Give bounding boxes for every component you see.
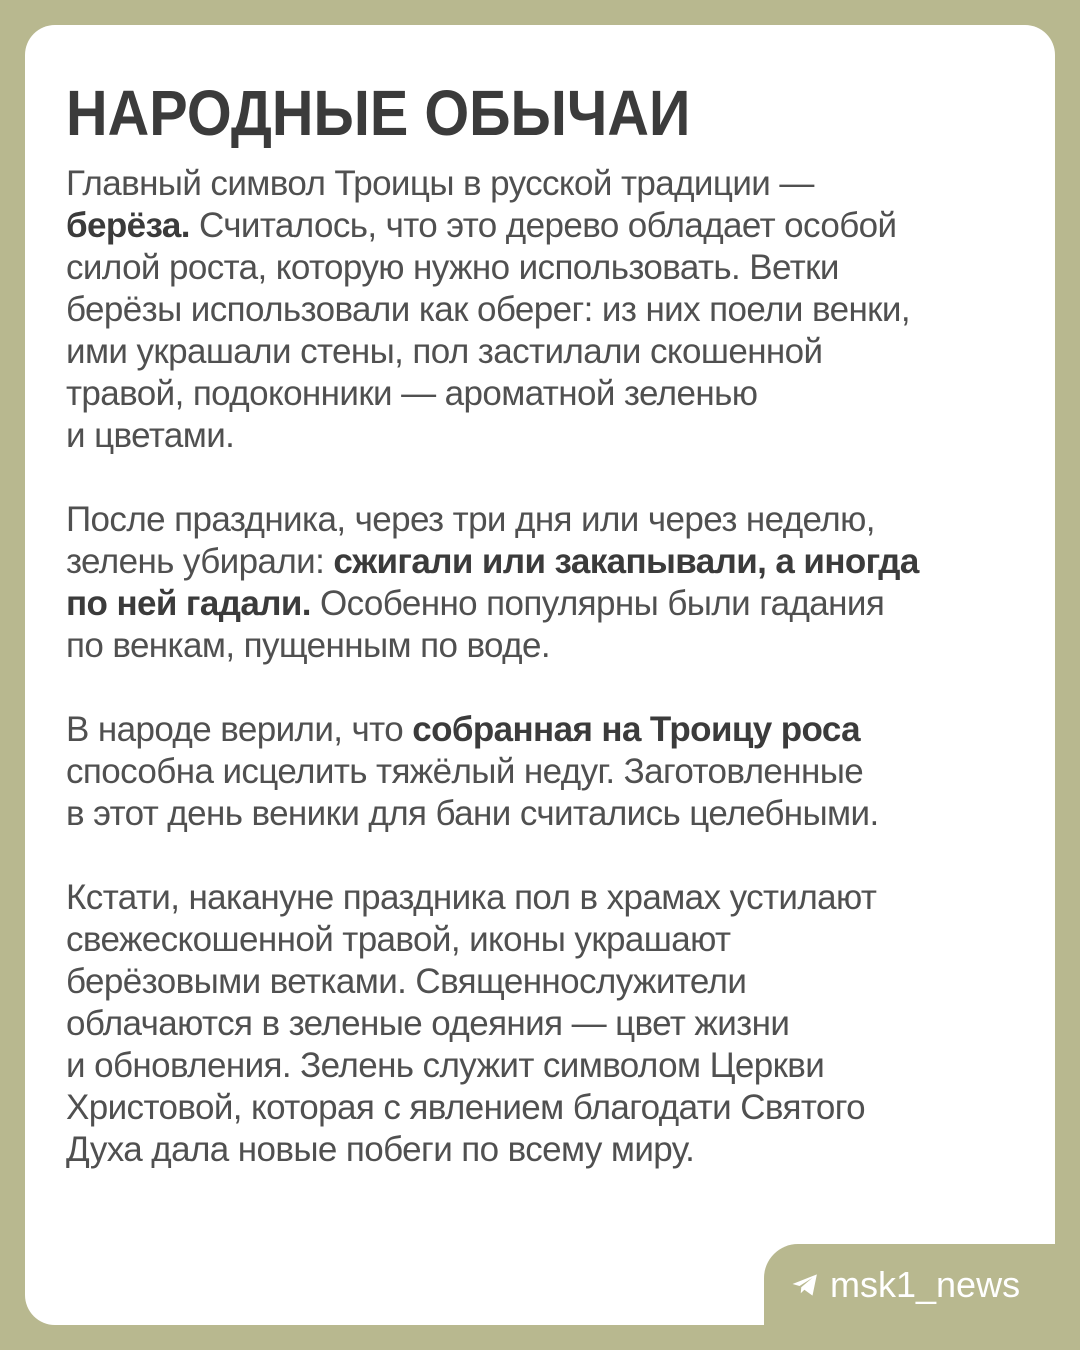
text-segment: зелень убирали: — [66, 542, 334, 581]
text-line — [66, 751, 1015, 793]
text-segment: травой, подоконники — ароматной зеленью — [66, 374, 758, 413]
channel-tag[interactable] — [766, 1246, 1020, 1324]
text-segment: способна исцелить тяжёлый недуг. Заготовленные — [66, 752, 864, 791]
text-segment: и обновления. Зелень служит символом Церкви — [66, 1046, 825, 1085]
paragraph — [66, 877, 1015, 1171]
text-segment: После праздника, через три дня или через неделю, — [66, 500, 875, 539]
bold-text: сжигали или закапывали, а иногда — [333, 542, 919, 581]
text-line — [66, 163, 1015, 205]
telegram-icon — [790, 1270, 820, 1300]
article-body — [66, 163, 1015, 1171]
bold-text: собранная на Троицу роса — [412, 710, 861, 749]
text-segment: берёзы использовали как оберег: из них поели венки, — [66, 290, 910, 329]
text-segment: Христовой, которая с явлением благодати Святого — [66, 1088, 866, 1127]
text-segment: силой роста, которую нужно использовать. Ветки — [66, 248, 839, 287]
bold-text: по ней гадали. — [66, 584, 311, 623]
text-line — [66, 1087, 1015, 1129]
text-segment: Особенно популярны были гадания — [310, 584, 885, 623]
text-segment: и цветами. — [66, 416, 235, 455]
text-line — [66, 541, 1015, 583]
text-line — [66, 961, 1015, 1003]
text-line — [66, 583, 1015, 625]
text-segment: свежескошенной травой, иконы украшают — [66, 920, 731, 959]
paragraph — [66, 709, 1015, 835]
text-line — [66, 793, 1015, 835]
text-segment: по венкам, пущенным по воде. — [66, 626, 550, 665]
text-line — [66, 1045, 1015, 1087]
bold-text: берёза. — [66, 206, 190, 245]
paragraph — [66, 163, 1015, 457]
article-card — [25, 25, 1055, 1325]
text-segment: Считалось, что это дерево обладает особой — [189, 206, 897, 245]
text-line — [66, 625, 1015, 667]
text-line — [66, 247, 1015, 289]
text-segment: Кстати, накануне праздника пол в храмах устилают — [66, 878, 877, 917]
text-line — [66, 499, 1015, 541]
paragraph — [66, 499, 1015, 667]
text-line — [66, 709, 1015, 751]
text-segment: в этот день веники для бани считались целебными. — [66, 794, 879, 833]
text-segment: Главный символ Троицы в русской традиции — — [66, 164, 814, 203]
text-line — [66, 919, 1015, 961]
channel-handle: msk1_news — [830, 1264, 1021, 1305]
page-title: НАРОДНЫЕ ОБЫЧАИ — [66, 77, 691, 149]
text-segment: ими украшали стены, пол застилали скошенной — [66, 332, 823, 371]
text-line — [66, 1129, 1015, 1171]
text-line — [66, 289, 1015, 331]
text-segment: В народе верили, что — [66, 710, 413, 749]
text-line — [66, 205, 1015, 247]
text-line — [66, 1003, 1015, 1045]
text-line — [66, 331, 1015, 373]
text-segment: облачаются в зеленые одеяния — цвет жизни — [66, 1004, 790, 1043]
text-segment: берёзовыми ветками. Священнослужители — [66, 962, 747, 1001]
text-segment: Духа дала новые побеги по всему миру. — [66, 1130, 695, 1169]
text-line — [66, 877, 1015, 919]
text-line — [66, 373, 1015, 415]
text-line — [66, 415, 1015, 457]
